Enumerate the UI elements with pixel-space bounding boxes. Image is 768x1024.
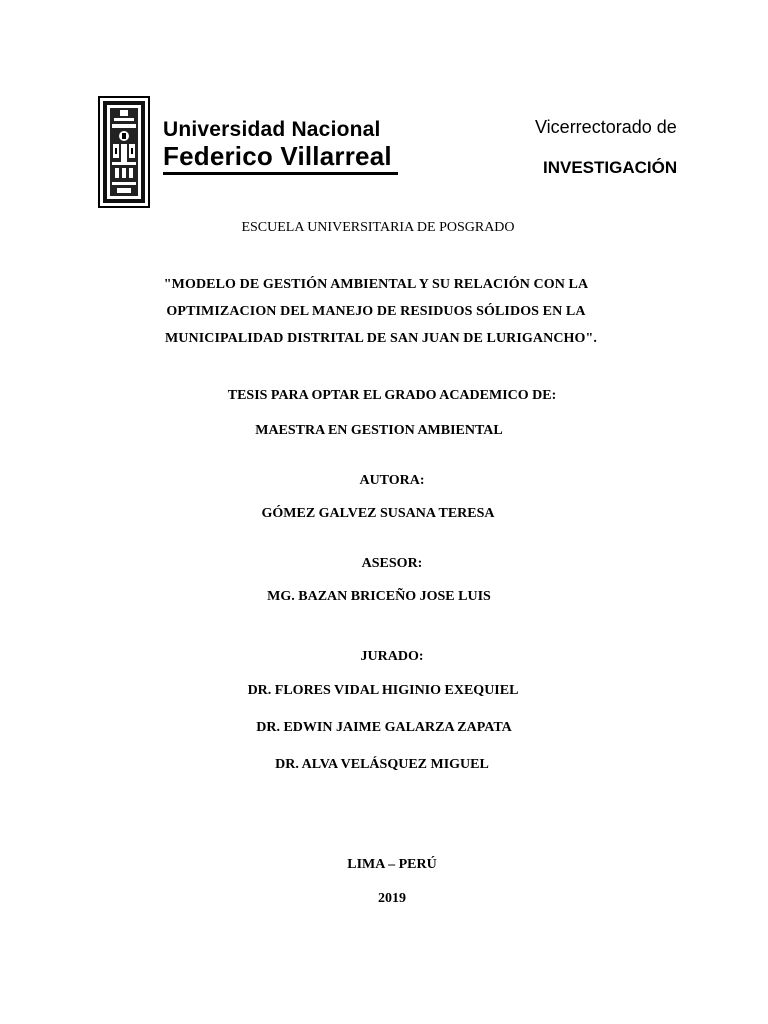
advisor-name: MG. BAZAN BRICEÑO JOSE LUIS — [267, 589, 491, 604]
author-label: AUTORA: — [359, 473, 425, 488]
jury-member-2: DR. EDWIN JAIME GALARZA ZAPATA — [256, 720, 512, 735]
jury-member-3: DR. ALVA VELÁSQUEZ MIGUEL — [275, 757, 489, 772]
thesis-title-line-1: "MODELO DE GESTIÓN AMBIENTAL Y SU RELACIÓN CON LA — [163, 277, 589, 292]
school-name: ESCUELA UNIVERSITARIA DE POSGRADO — [241, 220, 515, 235]
thesis-title-line-2: OPTIMIZACION DEL MANEJO DE RESIDUOS SÓLIDOS EN LA — [166, 304, 586, 319]
university-name-line2: Federico Villarreal — [163, 141, 392, 171]
advisor-label: ASESOR: — [361, 556, 423, 571]
university-name — [163, 119, 392, 169]
place: LIMA – PERÚ — [347, 857, 437, 872]
jury-label: JURADO: — [360, 649, 424, 664]
jury-member-1: DR. FLORES VIDAL HIGINIO EXEQUIEL — [247, 683, 519, 698]
thesis-title-line-3: MUNICIPALIDAD DISTRITAL DE SAN JUAN DE LURIGANCHO". — [164, 331, 597, 346]
author-name: GÓMEZ GALVEZ SUSANA TERESA — [261, 506, 495, 521]
degree-name: MAESTRA EN GESTION AMBIENTAL — [255, 423, 503, 438]
thesis-purpose: TESIS PARA OPTAR EL GRADO ACADEMICO DE: — [227, 388, 557, 403]
header-divider — [163, 172, 398, 175]
university-name-line1: Universidad Nacional — [163, 118, 381, 141]
university-emblem-icon — [98, 96, 150, 208]
year: 2019 — [378, 891, 406, 906]
vicerrectorado-label: Vicerrectorado de — [535, 117, 677, 137]
investigacion-label: INVESTIGACIÓN — [543, 158, 678, 177]
